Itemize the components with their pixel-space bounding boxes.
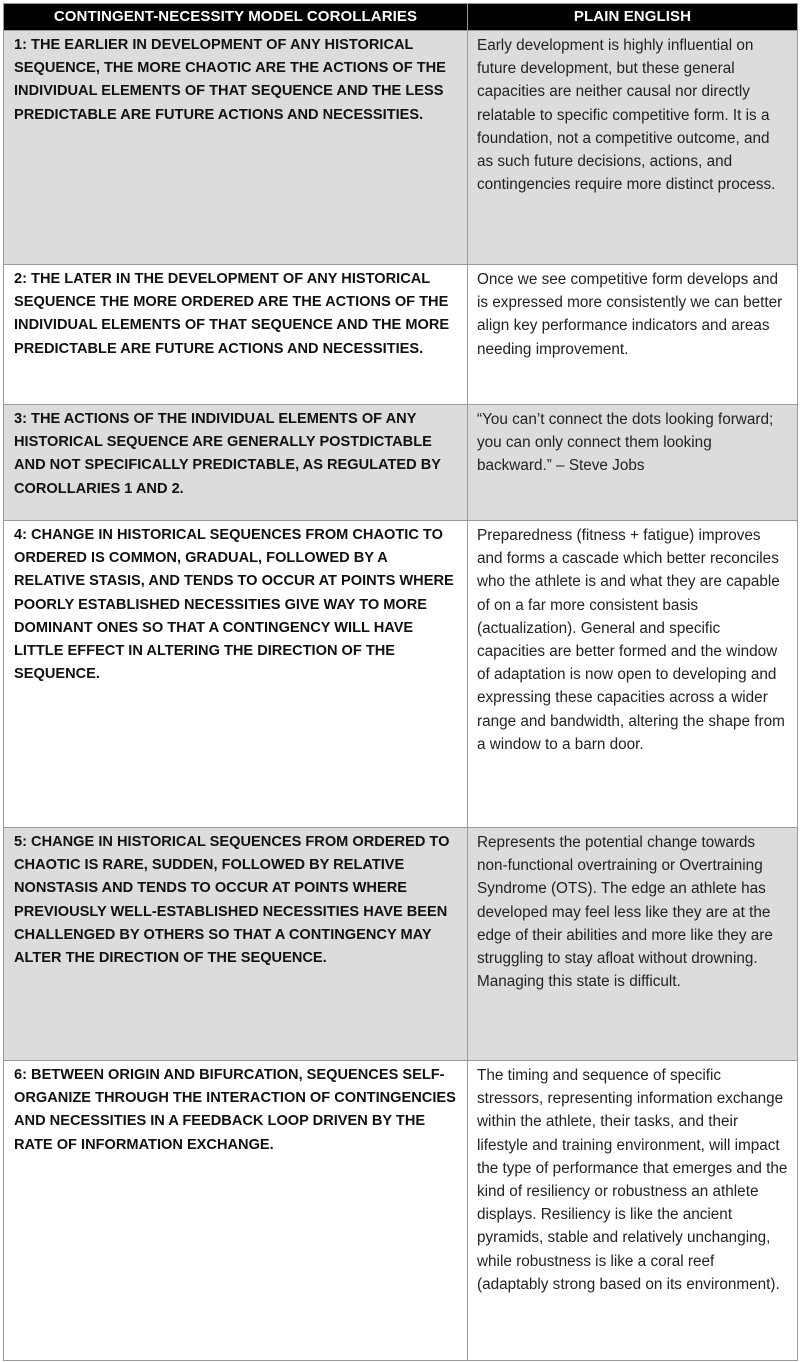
corollary-2: 2: THE LATER IN THE DEVELOPMENT OF ANY HISTORICAL SEQUENCE THE MORE ORDERED ARE THE ACTIONS OF THE INDIVIDUAL ELEMENTS OF THAT SEQUENCE AND THE MORE PREDICTABLE ARE FUTURE ACTIONS AND NECESSITIES. <box>4 265 468 405</box>
table-row <box>4 405 798 521</box>
corollary-4: 4: CHANGE IN HISTORICAL SEQUENCES FROM CHAOTIC TO ORDERED IS COMMON, GRADUAL, FOLLOWED BY A RELATIVE STASIS, AND TENDS TO OCCUR AT POINTS WHERE POORLY ESTABLISHED NECESSITIES GIVE WAY TO MORE DOMINANT ONES SO THAT A CONTINGENCY WILL HAVE LITTLE EFFECT IN ALTERING THE DIRECTION OF THE SEQUENCE. <box>4 521 468 828</box>
plain-english-3: “You can’t connect the dots looking forward; you can only connect them looking backward.” – Steve Jobs <box>468 405 798 521</box>
header-plain-english: PLAIN ENGLISH <box>468 4 798 31</box>
table-row <box>4 521 798 828</box>
header-corollaries: CONTINGENT-NECESSITY MODEL COROLLARIES <box>4 4 468 31</box>
plain-english-5: Represents the potential change towards non-functional overtraining or Overtraining Syndrome (OTS). The edge an athlete has developed may feel less like they are at the edge of their abilities and more like they are struggling to stay afloat without drowning. Managing this state is difficult. <box>468 828 798 1061</box>
table-row <box>4 265 798 405</box>
corollary-6: 6: BETWEEN ORIGIN AND BIFURCATION, SEQUENCES SELF-ORGANIZE THROUGH THE INTERACTION OF CONTINGENCIES AND NECESSITIES IN A FEEDBACK LOOP DRIVEN BY THE RATE OF INFORMATION EXCHANGE. <box>4 1061 468 1361</box>
corollary-3: 3: THE ACTIONS OF THE INDIVIDUAL ELEMENTS OF ANY HISTORICAL SEQUENCE ARE GENERALLY POSTDICTABLE AND NOT SPECIFICALLY PREDICTABLE, AS REGULATED BY COROLLARIES 1 AND 2. <box>4 405 468 521</box>
table-row <box>4 828 798 1061</box>
table-row <box>4 31 798 265</box>
corollary-1: 1: THE EARLIER IN DEVELOPMENT OF ANY HISTORICAL SEQUENCE, THE MORE CHAOTIC ARE THE ACTIONS OF THE INDIVIDUAL ELEMENTS OF THAT SEQUENCE AND THE LESS PREDICTABLE ARE FUTURE ACTIONS AND NECESSITIES. <box>4 31 468 265</box>
plain-english-1: Early development is highly influential on future development, but these general capacities are neither causal nor directly relatable to specific competitive form. It is a foundation, not a competitive outcome, and as such future decisions, actions, and contingencies require more distinct process. <box>468 31 798 265</box>
plain-english-4: Preparedness (fitness + fatigue) improves and forms a cascade which better reconciles who the athlete is and what they are capable of on a far more consistent basis (actualization). General and specific capacities are better formed and the window of adaptation is now open to developing and expressing these capacities across a wider range and bandwidth, altering the shape from a window to a barn door. <box>468 521 798 828</box>
corollary-5: 5: CHANGE IN HISTORICAL SEQUENCES FROM ORDERED TO CHAOTIC IS RARE, SUDDEN, FOLLOWED BY RELATIVE NONSTASIS AND TENDS TO OCCUR AT POINTS WHERE PREVIOUSLY WELL-ESTABLISHED NECESSITIES HAVE BEEN CHALLENGED BY OTHERS SO THAT A CONTINGENCY MAY ALTER THE DIRECTION OF THE SEQUENCE. <box>4 828 468 1061</box>
corollaries-table <box>3 3 798 1361</box>
table-header-row <box>4 4 798 31</box>
table-row <box>4 1061 798 1361</box>
plain-english-6: The timing and sequence of specific stressors, representing information exchange within the athlete, their tasks, and their lifestyle and training environment, will impact the type of performance that emerges and the kind of resiliency or robustness an athlete displays. Resiliency is like the ancient pyramids, stable and relatively unchanging, while robustness is like a coral reef (adaptably strong based on its environment). <box>468 1061 798 1361</box>
plain-english-2: Once we see competitive form develops and is expressed more consistently we can better align key performance indicators and areas needing improvement. <box>468 265 798 405</box>
